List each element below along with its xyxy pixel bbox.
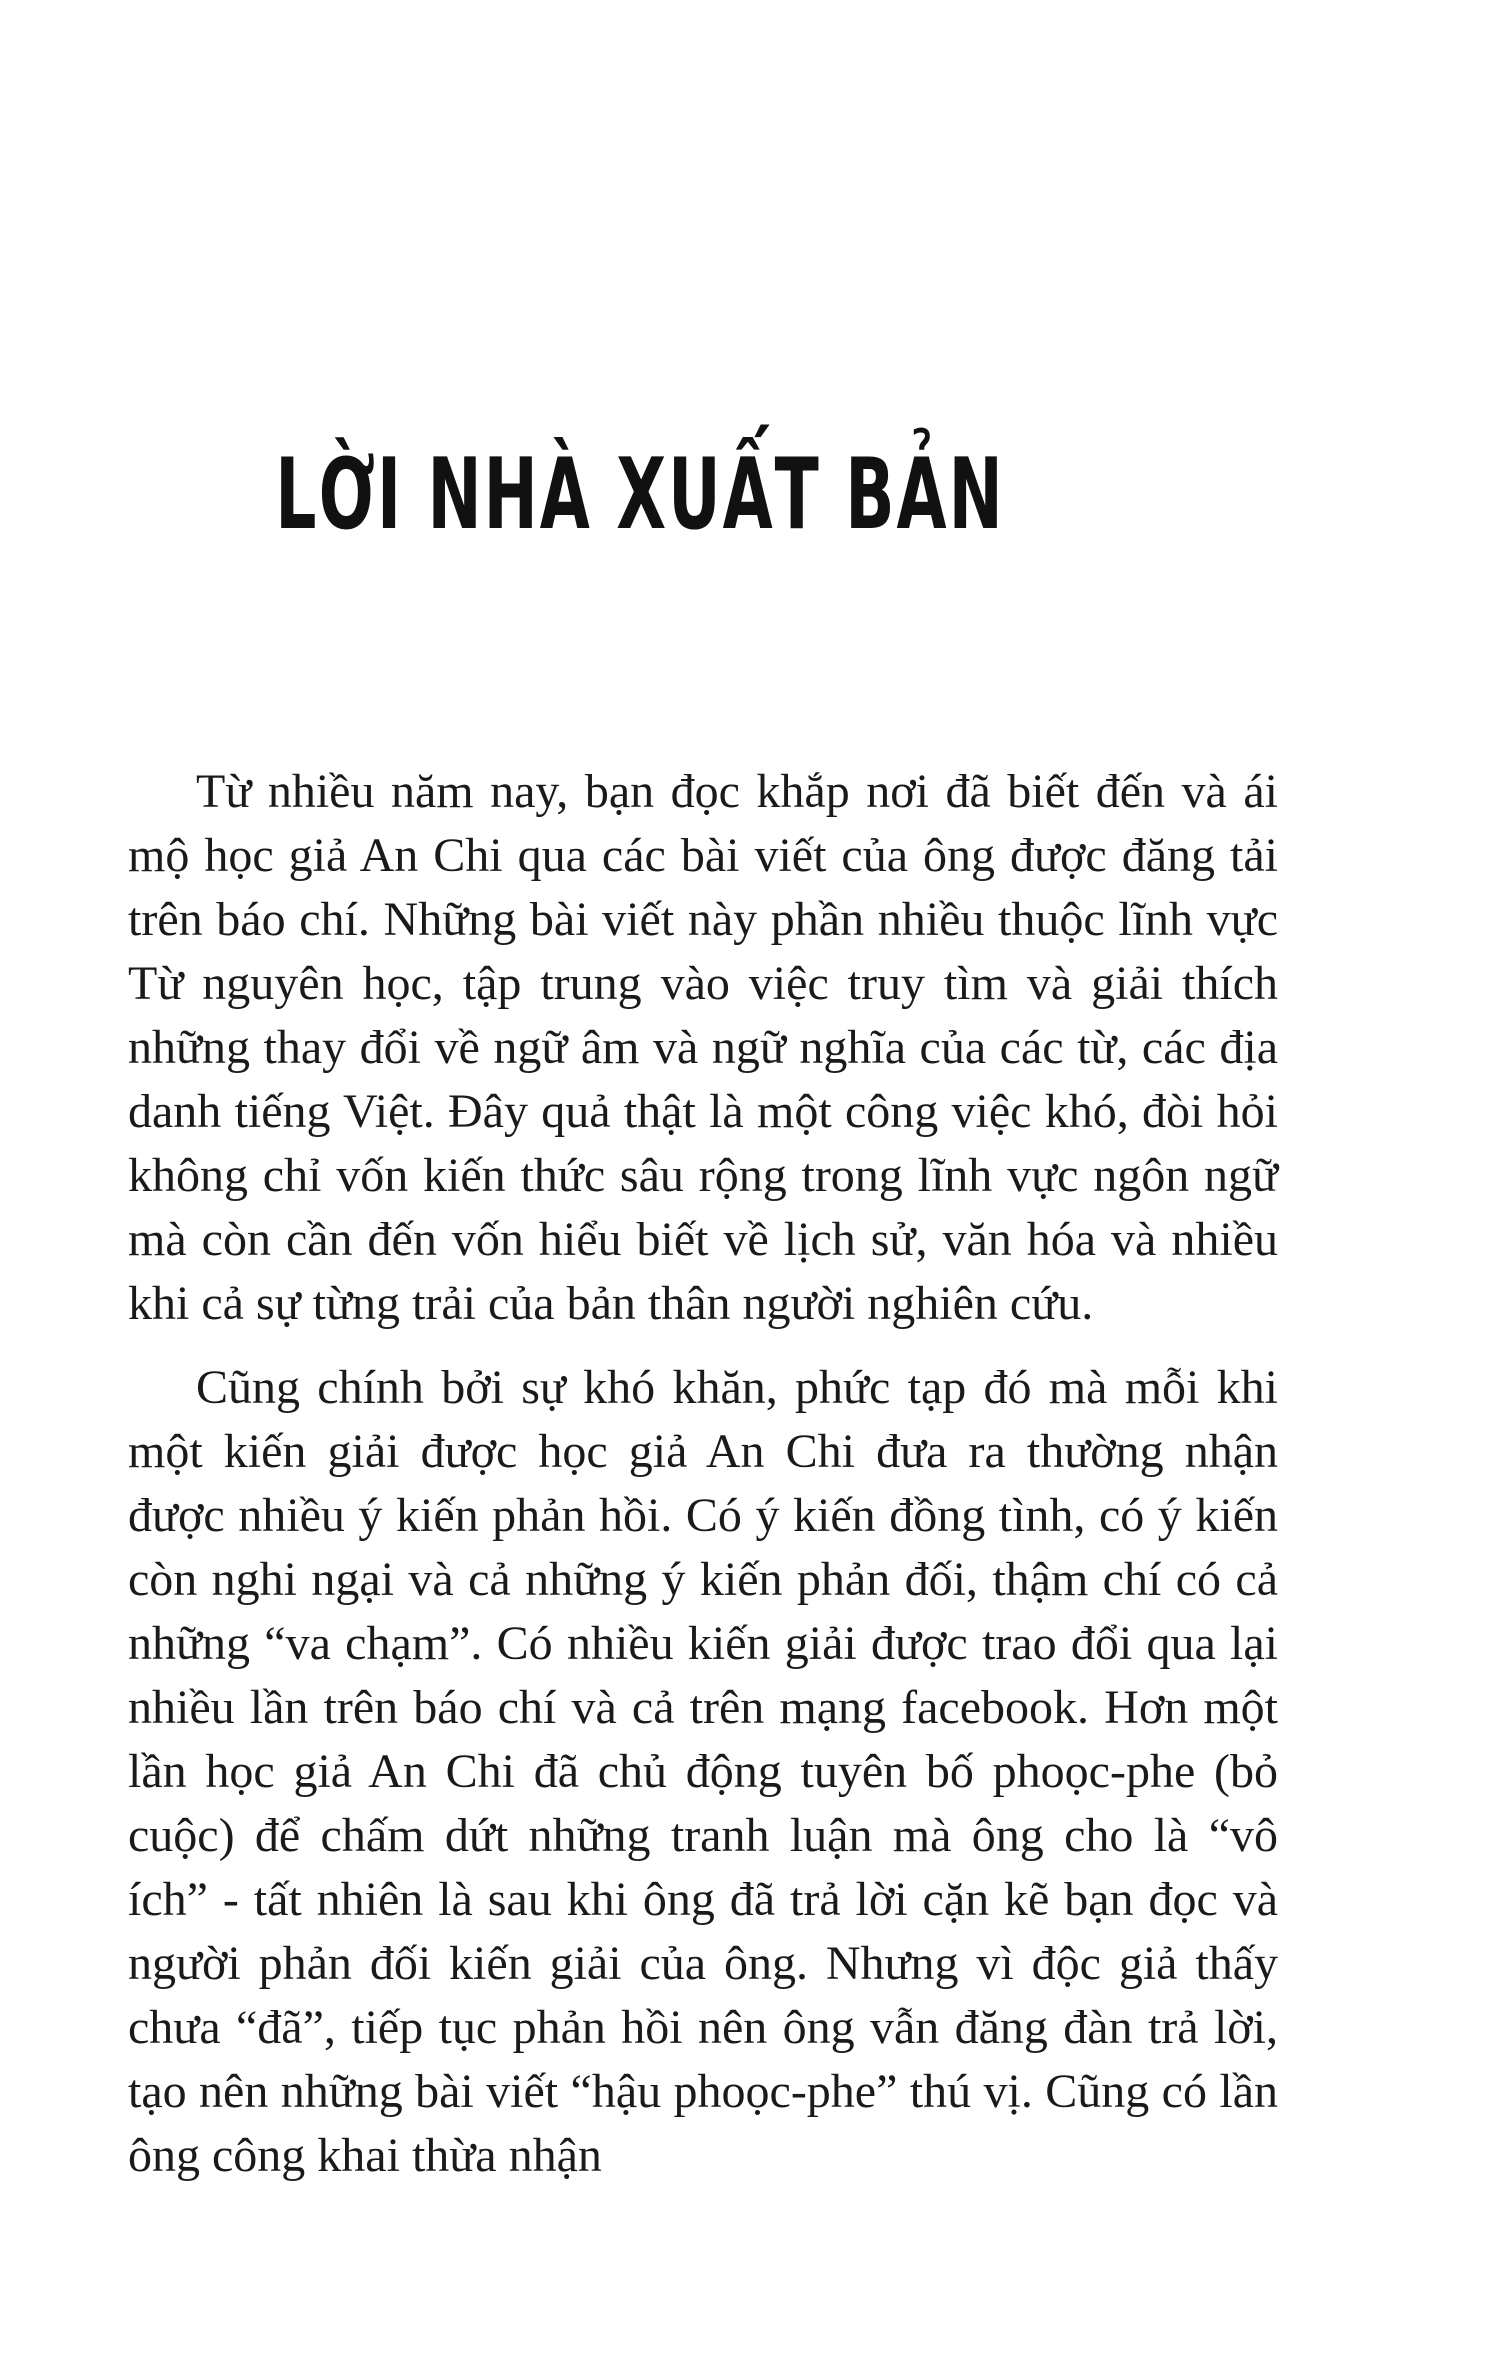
- page-title: LỜI NHÀ XUẤT BẢN: [275, 438, 1005, 552]
- page-body: [128, 760, 1278, 2208]
- paragraph-1: Từ nhiều năm nay, bạn đọc khắp nơi đã biết đến và ái mộ học giả An Chi qua các bài viết của ông được đăng tải trên báo chí. Những bài viết này phần nhiều thuộc lĩnh vực Từ nguyên học, tập trung vào việc truy tìm và giải thích những thay đổi về ngữ âm và ngữ nghĩa của các từ, các địa danh tiếng Việt. Đây quả thật là một công việc khó, đòi hỏi không chỉ vốn kiến thức sâu rộng trong lĩnh vực ngôn ngữ mà còn cần đến vốn hiểu biết về lịch sử, văn hóa và nhiều khi cả sự từng trải của bản thân người nghiên cứu.: [128, 765, 1278, 1330]
- paragraph-2: Cũng chính bởi sự khó khăn, phức tạp đó mà mỗi khi một kiến giải được học giả An Chi đưa ra thường nhận được nhiều ý kiến phản hồi. Có ý kiến đồng tình, có ý kiến còn nghi ngại và cả những ý kiến phản đối, thậm chí có cả những “va chạm”. Có nhiều kiến giải được trao đổi qua lại nhiều lần trên báo chí và cả trên mạng facebook. Hơn một lần học giả An Chi đã chủ động tuyên bố phoọc-phe (bỏ cuộc) để chấm dứt những tranh luận mà ông cho là “vô ích” - tất nhiên là sau khi ông đã trả lời cặn kẽ bạn đọc và người phản đối kiến giải của ông. Nhưng vì độc giả thấy chưa “đã”, tiếp tục phản hồi nên ông vẫn đăng đàn trả lời, tạo nên những bài viết “hậu phoọc-phe” thú vị. Cũng có lần ông công khai thừa nhận: [128, 1361, 1278, 2182]
